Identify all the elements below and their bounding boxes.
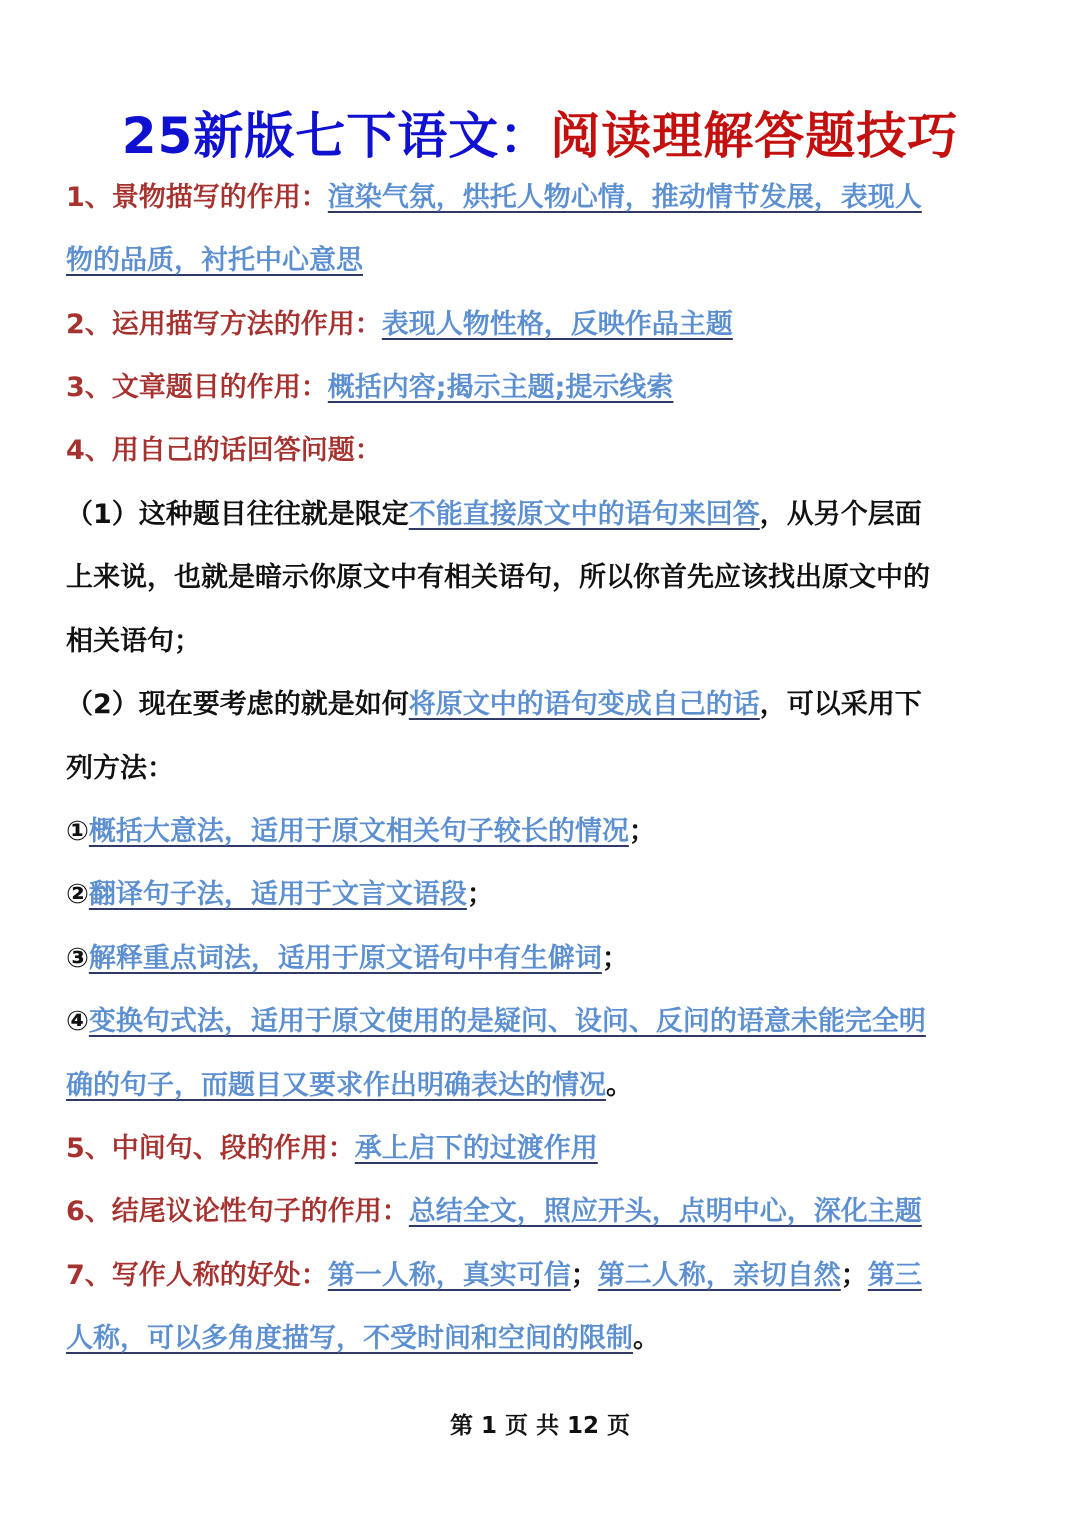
- method-1: [66, 808, 656, 856]
- method-marker: ④: [66, 1006, 89, 1037]
- tip-4-sub-1-line-1: [66, 491, 922, 539]
- title-part-2: 阅读理解答题技巧: [550, 106, 959, 165]
- tip-4: [66, 427, 382, 475]
- tip-1-line-2: [66, 237, 363, 285]
- tip-answer: 表现人物性格，反映作品主题: [381, 309, 733, 340]
- body-text: 相关语句；: [66, 626, 201, 657]
- tip-1-line-1: [66, 174, 922, 222]
- tip-answer: 承上启下的过渡作用: [354, 1133, 598, 1164]
- tip-7-line-1: [66, 1252, 922, 1300]
- tip-4-sub-1-line-2: [66, 554, 930, 602]
- page-number: 第 1 页 共 12 页: [449, 1413, 631, 1439]
- tip-answer: 总结全文，照应开头，点明中心，深化主题: [408, 1196, 922, 1227]
- tip-label: 1、景物描写的作用：: [66, 182, 328, 213]
- tip-answer: 第一人称，真实可信: [327, 1260, 571, 1291]
- tip-answer: 概括大意法，适用于原文相关句子较长的情况: [88, 816, 629, 847]
- tip-answer: 翻译句子法，适用于文言文语段: [88, 879, 467, 910]
- tip-answer: 解释重点词法，适用于原文语句中有生僻词: [88, 943, 602, 974]
- tip-3: [66, 364, 673, 412]
- body-text: ，从另个层面: [759, 499, 922, 530]
- tip-answer: 第二人称，亲切自然: [597, 1260, 841, 1291]
- body-text: 上来说，也就是暗示你原文中有相关语句，所以你首先应该找出原文中的: [66, 562, 930, 593]
- tip-answer: 物的品质，衬托中心意思: [66, 245, 363, 276]
- method-marker: ③: [66, 943, 89, 974]
- body-text: 。: [633, 1323, 660, 1354]
- body-text: ；: [840, 1260, 868, 1291]
- tip-label: 3、文章题目的作用：: [66, 372, 328, 403]
- tip-label: 6、结尾议论性句子的作用：: [66, 1196, 409, 1227]
- page-title: [0, 96, 1080, 176]
- tip-answer: 确的句子，而题目又要求作出明确表达的情况: [66, 1070, 606, 1101]
- body-text: ；: [570, 1260, 598, 1291]
- tip-2: [66, 301, 733, 349]
- title-part-1: 25新版七下语文：: [121, 106, 551, 165]
- method-2: [66, 871, 494, 919]
- body-text: ；: [601, 943, 629, 974]
- tip-answer: 渲染气氛，烘托人物心情，推动情节发展，表现人: [327, 182, 922, 213]
- tip-7-line-2: [66, 1315, 660, 1363]
- tip-answer: 人称，可以多角度描写，不受时间和空间的限制: [66, 1323, 633, 1354]
- tip-answer: 不能直接原文中的语句来回答: [408, 499, 760, 530]
- tip-6: [66, 1188, 922, 1236]
- body-text: 。: [606, 1070, 633, 1101]
- tip-4-sub-1-line-3: [66, 618, 201, 666]
- tip-4-sub-2-line-1: [66, 681, 922, 729]
- tip-label: 7、写作人称的好处：: [66, 1260, 328, 1291]
- method-marker: ②: [66, 879, 89, 910]
- tip-answer: 第三: [867, 1260, 922, 1291]
- tip-label: 4、用自己的话回答问题：: [66, 435, 382, 466]
- body-text: ；: [466, 879, 494, 910]
- tip-5: [66, 1125, 598, 1173]
- body-text: ；: [628, 816, 656, 847]
- tip-label: 2、运用描写方法的作用：: [66, 309, 382, 340]
- method-4-line-1: [66, 998, 926, 1046]
- tip-answer: 变换句式法，适用于原文使用的是疑问、设问、反问的语意未能完全明: [88, 1006, 926, 1037]
- method-marker: ①: [66, 816, 89, 847]
- tip-answer: 概括内容;揭示主题;提示线索: [327, 372, 674, 403]
- method-4-line-2: [66, 1062, 633, 1110]
- tip-4-sub-2-line-2: [66, 745, 174, 793]
- method-3: [66, 935, 629, 983]
- body-text: ，可以采用下: [759, 689, 922, 720]
- body-text: （2）现在要考虑的就是如何: [66, 689, 409, 720]
- body-text: 列方法：: [66, 753, 174, 784]
- tip-label: 5、中间句、段的作用：: [66, 1133, 355, 1164]
- body-text: （1）这种题目往往就是限定: [66, 499, 409, 530]
- tip-answer: 将原文中的语句变成自己的话: [408, 689, 760, 720]
